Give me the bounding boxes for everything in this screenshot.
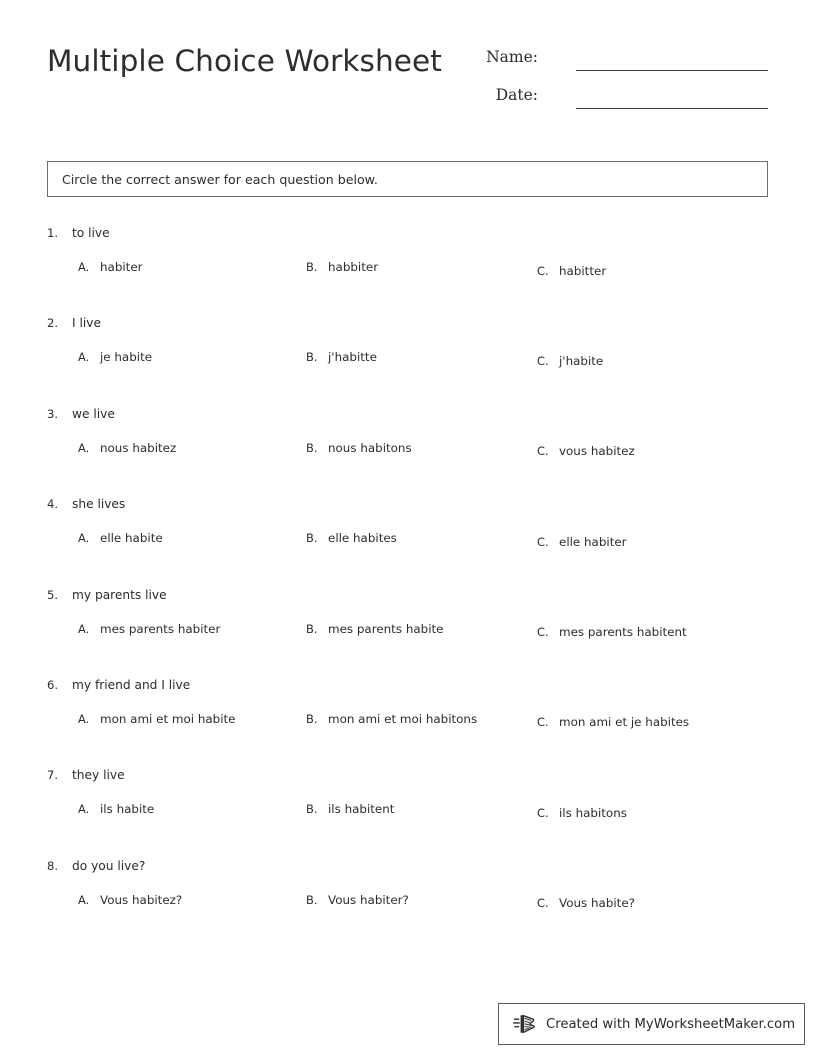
choice-letter: A. [78, 260, 90, 274]
instruction-text: Circle the correct answer for each question below. [62, 172, 378, 187]
answer-choice[interactable] [537, 264, 606, 278]
answer-choice[interactable] [537, 625, 687, 639]
choice-letter: C. [537, 805, 549, 820]
question-prompt: do you live? [72, 858, 146, 873]
name-field-row [486, 48, 780, 86]
question-block [0, 855, 816, 945]
question-number: 7. [47, 768, 59, 783]
question-block [0, 493, 816, 583]
choice-letter: B. [306, 802, 318, 817]
page-title: Multiple Choice Worksheet [47, 44, 442, 78]
question-number: 2. [47, 316, 59, 331]
question-stem [47, 316, 101, 335]
question-number: 8. [47, 858, 59, 873]
answer-choice[interactable] [537, 444, 635, 458]
answer-choice[interactable] [537, 535, 627, 549]
choice-text: j'habitte [328, 350, 377, 365]
answer-choices [0, 893, 816, 929]
question-stem [47, 407, 115, 426]
question-prompt: my parents live [72, 587, 167, 602]
choice-letter: B. [306, 892, 318, 907]
choice-text: ils habite [100, 802, 155, 817]
question-number: 5. [47, 587, 59, 602]
question-prompt: my friend and I live [72, 677, 191, 692]
name-label: Name: [486, 48, 538, 66]
answer-choice[interactable] [78, 893, 182, 907]
choice-letter: A. [78, 350, 90, 365]
choice-letter: A. [78, 711, 90, 726]
choice-letter: B. [306, 621, 318, 636]
instruction-box [47, 161, 768, 197]
choice-letter: A. [78, 892, 90, 907]
choice-text: Vous habite? [559, 896, 635, 911]
answer-choice[interactable] [306, 260, 378, 274]
question-block [0, 222, 816, 312]
choice-letter: B. [306, 711, 318, 726]
question-stem [47, 768, 125, 787]
answer-choice[interactable] [306, 712, 477, 726]
choice-letter: C. [537, 263, 549, 278]
answer-choice[interactable] [306, 350, 377, 364]
answer-choices [0, 712, 816, 748]
answer-choice[interactable] [78, 712, 235, 726]
answer-choice[interactable] [306, 622, 443, 636]
answer-choice[interactable] [78, 802, 154, 816]
question-stem [47, 859, 145, 878]
choice-letter: B. [306, 350, 318, 365]
question-prompt: we live [72, 406, 115, 421]
answer-choice[interactable] [78, 622, 220, 636]
answer-choices [0, 622, 816, 658]
choice-text: je habite [100, 350, 153, 365]
name-write-line[interactable] [576, 70, 768, 71]
answer-choice[interactable] [537, 806, 627, 820]
worksheet-maker-flag-logo-icon [513, 1011, 539, 1037]
choice-letter: B. [306, 531, 318, 546]
question-stem [47, 588, 167, 607]
question-block [0, 584, 816, 674]
question-prompt: I live [72, 316, 101, 331]
answer-choices [0, 350, 816, 386]
choice-letter: C. [537, 625, 549, 640]
answer-choices [0, 260, 816, 296]
answer-choice[interactable] [537, 354, 603, 368]
question-number: 4. [47, 497, 59, 512]
answer-choice[interactable] [78, 531, 163, 545]
choice-text: nous habitons [328, 440, 412, 455]
question-block [0, 764, 816, 854]
choice-letter: A. [78, 802, 90, 817]
question-number: 3. [47, 406, 59, 421]
choice-text: mes parents habitent [559, 625, 687, 640]
answer-choice[interactable] [537, 715, 689, 729]
answer-choice[interactable] [306, 441, 412, 455]
worksheet-header [0, 0, 816, 140]
choice-text: elle habite [100, 531, 163, 546]
choice-text: habitter [559, 263, 607, 278]
answer-choice[interactable] [78, 441, 176, 455]
choice-text: ils habitons [559, 805, 627, 820]
question-block [0, 312, 816, 402]
question-prompt: to live [72, 226, 110, 240]
choice-letter: A. [78, 440, 90, 455]
choice-text: elle habiter [559, 534, 627, 549]
question-prompt: she lives [72, 497, 126, 512]
answer-choice[interactable] [306, 802, 394, 816]
answer-choices [0, 441, 816, 477]
choice-letter: A. [78, 531, 90, 546]
choice-text: elle habites [328, 531, 397, 546]
choice-letter: B. [306, 440, 318, 455]
question-prompt: they live [72, 768, 125, 783]
choice-letter: C. [537, 353, 549, 368]
question-number: 1. [47, 226, 59, 240]
question-number: 6. [47, 677, 59, 692]
choice-text: mes parents habiter [100, 621, 221, 636]
answer-choice[interactable] [537, 896, 635, 910]
choice-text: mon ami et moi habite [100, 711, 236, 726]
date-field-row [495, 86, 780, 124]
choice-letter: B. [306, 260, 318, 274]
badge-content [513, 1004, 795, 1044]
answer-choice[interactable] [306, 531, 397, 545]
question-list [0, 222, 816, 945]
choice-text: ils habitent [328, 802, 395, 817]
question-block [0, 403, 816, 493]
choice-letter: C. [537, 444, 549, 459]
choice-text: vous habitez [559, 444, 635, 459]
choice-letter: C. [537, 715, 549, 730]
choice-text: Vous habiter? [328, 892, 409, 907]
question-stem [47, 497, 125, 516]
badge-label: Created with MyWorksheetMaker.com [546, 1016, 796, 1032]
answer-choice[interactable] [306, 893, 409, 907]
date-label: Date: [495, 86, 538, 104]
choice-text: mon ami et moi habitons [328, 711, 478, 726]
question-block [0, 674, 816, 764]
answer-choice[interactable] [78, 350, 152, 364]
answer-choices [0, 802, 816, 838]
choice-text: mes parents habite [328, 621, 444, 636]
choice-letter: C. [537, 896, 549, 911]
date-write-line[interactable] [576, 108, 768, 109]
choice-text: nous habitez [100, 440, 177, 455]
choice-letter: A. [78, 621, 90, 636]
name-date-fields [486, 48, 780, 124]
choice-text: j'habite [559, 353, 604, 368]
choice-letter: C. [537, 534, 549, 549]
choice-text: habiter [100, 260, 143, 274]
answer-choices [0, 531, 816, 567]
answer-choice[interactable] [78, 260, 143, 274]
footer-attribution-badge[interactable] [498, 1003, 805, 1045]
choice-text: mon ami et je habites [559, 715, 690, 730]
choice-text: Vous habitez? [100, 892, 183, 907]
question-stem [47, 678, 190, 697]
question-stem [47, 226, 110, 245]
choice-text: habbiter [328, 260, 379, 274]
